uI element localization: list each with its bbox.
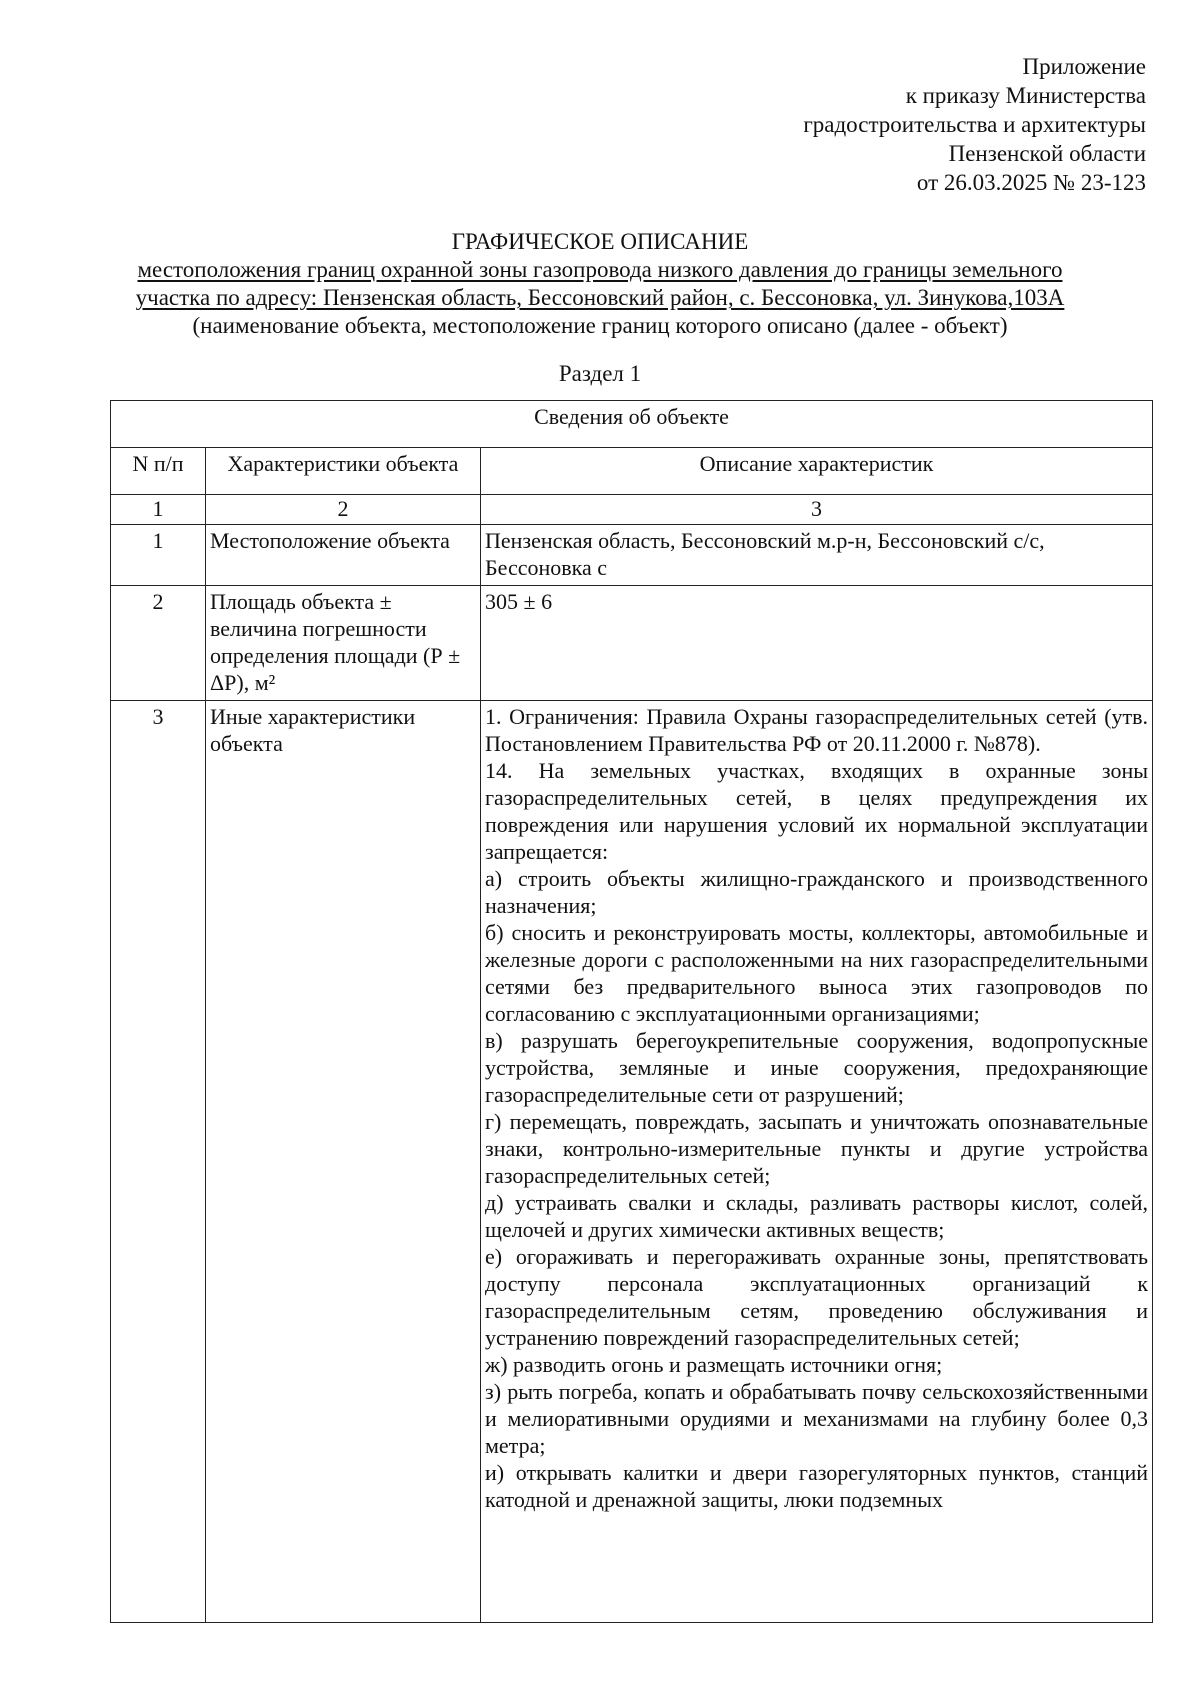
document-title-block [80, 228, 1120, 340]
restriction-paragraph: б) сносить и реконструировать мосты, коллекторы, автомобильные и железные дороги с расположенными на них газораспределительными сетями без предварительного выноса этих газопроводов по согласованию с эксплуатационными организациями; [485, 920, 1149, 1026]
object-info-table [110, 400, 1153, 1623]
column-header: N п/п [111, 448, 206, 495]
row-characteristic: Площадь объекта ± величина погрешности определения площади (Р ± ΔР), м² [206, 586, 481, 701]
column-header: Характеристики объекта [206, 448, 481, 495]
restriction-paragraph: д) устраивать свалки и склады, разливать растворы кислот, солей, щелочей и других химически активных веществ; [485, 1190, 1149, 1242]
row-characteristic: Местоположение объекта [206, 525, 481, 586]
object-description-line: участка по адресу: Пензенская область, Бессоновский район, с. Бессоновка, ул. Зинукова,103А [135, 285, 1065, 310]
row-number: 3 [111, 701, 206, 1623]
header-line: Пензенской области [948, 141, 1146, 166]
document-title: ГРАФИЧЕСКОЕ ОПИСАНИЕ [451, 229, 749, 254]
restriction-paragraph: е) огораживать и перегораживать охранные зоны, препятствовать доступу персонала эксплуатационных организаций к газораспределительным сетям, проведению обслуживания и устранению повреждений газораспределительных сетей; [485, 1244, 1149, 1350]
table-caption-row [111, 401, 1153, 448]
column-number: 3 [481, 495, 1153, 525]
restriction-paragraph: в) разрушать берегоукрепительные сооружения, водопропускные устройства, земляные и иные сооружения, предохраняющие газораспределительные сети от разрушений; [485, 1028, 1149, 1107]
row-characteristic: Иные характеристики объекта [206, 701, 481, 1623]
restriction-paragraph: ж) разводить огонь и размещать источники огня; [485, 1352, 943, 1377]
restriction-paragraph: 1. Ограничения: Правила Охраны газораспределительных сетей (утв. Постановлением Правительства РФ от 20.11.2000 г. №878). [485, 704, 1149, 756]
restriction-paragraph: а) строить объекты жилищно-гражданского и производственного назначения; [485, 866, 1149, 918]
table-row [111, 701, 1153, 1623]
row-number: 1 [111, 525, 206, 586]
restriction-paragraph: з) рыть погреба, копать и обрабатывать почву сельскохозяйственными и мелиоративными орудиями и механизмами на глубину более 0,3 метра; [485, 1379, 1149, 1458]
header-line: Приложение [1022, 54, 1146, 79]
row-description [481, 701, 1153, 1623]
row-description: Пензенская область, Бессоновский м.р-н, Бессоновский с/с, Бессоновка с [481, 525, 1153, 586]
header-line: к приказу Министерства [905, 83, 1146, 108]
column-number-row [111, 495, 1153, 525]
header-line: градостроительства и архитектуры [803, 112, 1146, 137]
approval-header [803, 52, 1146, 197]
row-number: 2 [111, 586, 206, 701]
table-row [111, 525, 1153, 586]
table-caption: Сведения об объекте [111, 401, 1153, 448]
restriction-paragraph: и) открывать калитки и двери газорегуляторных пунктов, станций катодной и дренажной защиты, люки подземных [485, 1460, 1149, 1512]
column-number: 1 [111, 495, 206, 525]
restriction-paragraph: 14. На земельных участках, входящих в охранные зоны газораспределительных сетей, в целях предупреждения их повреждения или нарушения условий их нормальной эксплуатации запрещается: [485, 758, 1149, 864]
section-label: Раздел 1 [558, 361, 642, 386]
header-line: от 26.03.2025 № 23-123 [916, 170, 1146, 195]
table-header-row [111, 448, 1153, 495]
object-description-line: местоположения границ охранной зоны газопровода низкого давления до границы земельного [137, 257, 1063, 282]
table-row [111, 586, 1153, 701]
row-description: 305 ± 6 [481, 586, 1153, 701]
column-header: Описание характеристик [481, 448, 1153, 495]
object-caption: (наименование объекта, местоположение границ которого описано (далее - объект) [192, 313, 1008, 338]
column-number: 2 [206, 495, 481, 525]
restriction-paragraph: г) перемещать, повреждать, засыпать и уничтожать опознавательные знаки, контрольно-измерительные пункты и другие устройства газораспределительных сетей; [485, 1109, 1149, 1188]
